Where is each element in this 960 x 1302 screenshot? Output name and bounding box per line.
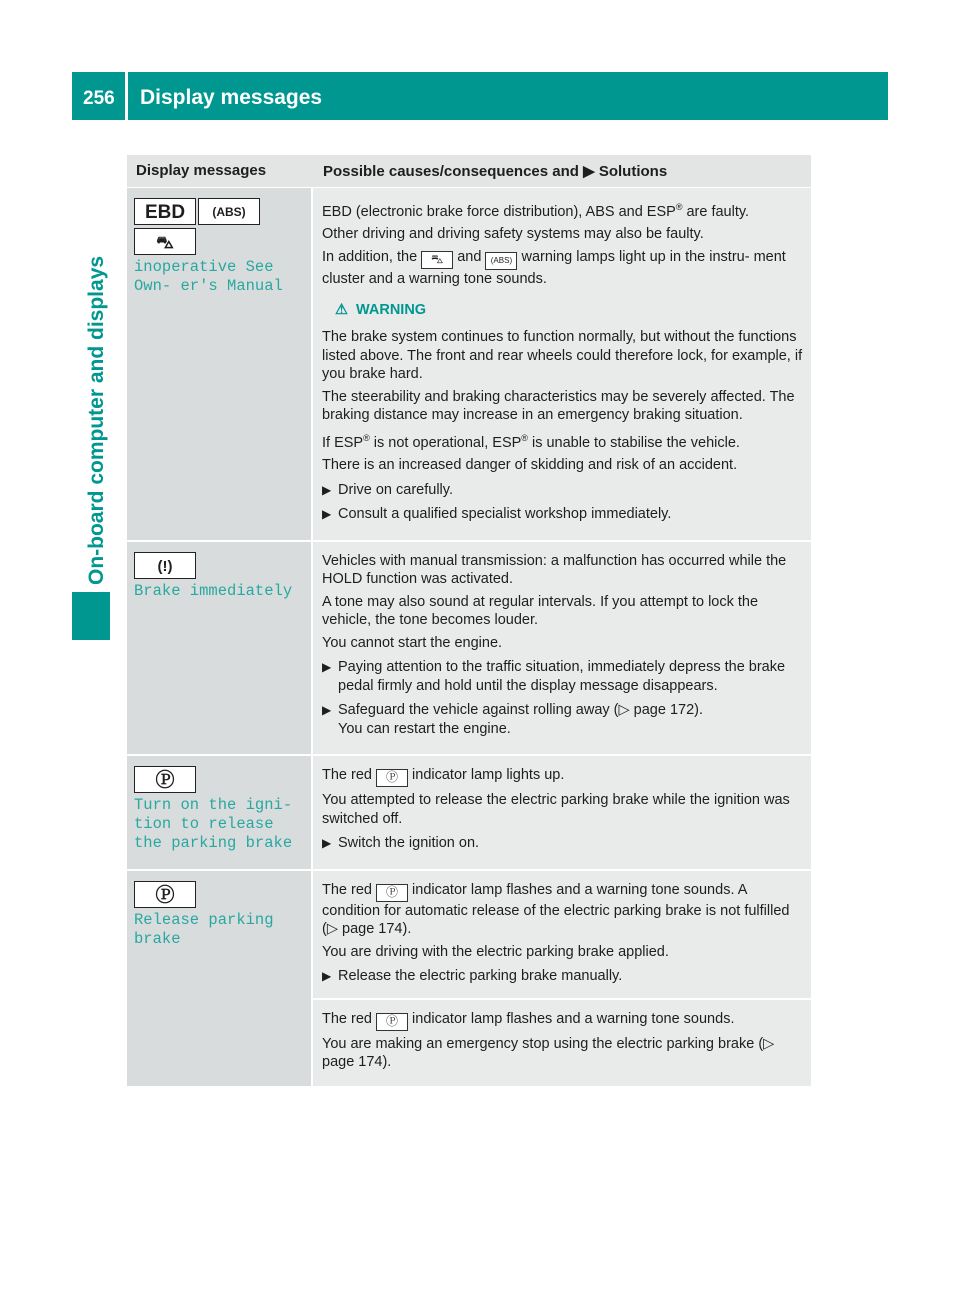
cause-paragraph: Other driving and driving safety systems may also be faulty.	[322, 226, 704, 243]
causes-cell	[313, 756, 811, 869]
page-reference-text: Safeguard the vehicle against rolling away (▷ page 172).	[338, 702, 704, 719]
display-message-cell	[127, 871, 311, 1086]
registered-mark: ®	[521, 432, 528, 443]
solution-step	[322, 505, 804, 524]
step-text: Paying attention to the traffic situation, immediately depress the brake pedal firmly and hold until the display message disappears.	[338, 659, 786, 694]
step-arrow-icon: ▶	[322, 969, 332, 984]
causes-cell	[313, 542, 811, 755]
solution-step	[322, 967, 804, 986]
display-message-text: inoperative See Own‐ er's Manual	[134, 258, 283, 295]
cause-text: are faulty.	[682, 203, 750, 220]
cause-text: is not operational, ESP	[369, 434, 522, 451]
table-row	[127, 871, 811, 1088]
cause-text: The red	[322, 881, 372, 898]
page-number: 256	[83, 88, 115, 109]
table-row	[127, 756, 811, 871]
abs-icon: (ABS)	[485, 252, 517, 270]
cause-text: If ESP	[322, 434, 364, 451]
header-divider	[125, 72, 128, 120]
page-reference-text: indicator lamp flashes and a warning tone sounds. A condition for automatic release of the electric parking brake is not fulfilled (▷ page 174).	[322, 881, 790, 938]
display-message-text: Release parking brake	[134, 910, 283, 948]
registered-mark: ®	[363, 432, 370, 443]
cause-paragraph: A tone may also sound at regular intervals. If you attempt to lock the vehicle, the tone becomes louder.	[322, 593, 759, 629]
table-header	[127, 155, 811, 188]
step-arrow-icon: ▶	[322, 836, 332, 851]
display-message-cell	[127, 542, 311, 755]
cause-paragraph	[322, 881, 804, 939]
solution-step	[322, 658, 804, 695]
arrow-icon: ▶	[583, 163, 595, 180]
cause-paragraph	[322, 248, 804, 289]
cause-paragraph	[322, 1010, 804, 1031]
cause-text: and	[457, 248, 482, 265]
cause-text: is unable to stabilise the vehicle.	[527, 434, 740, 451]
ebd-icon: EBD	[134, 198, 196, 225]
car-skid-icon: ⛍	[134, 228, 196, 255]
warning-label: WARNING	[356, 302, 427, 319]
table-row	[127, 188, 811, 542]
warning-paragraph	[322, 429, 804, 452]
cause-paragraph: You attempted to release the electric parking brake while the ignition was switched off.	[322, 792, 790, 827]
section-side-title: On-board computer and displays	[85, 255, 108, 585]
solution-step	[322, 481, 804, 500]
parking-brake-icon: Ⓟ	[376, 1013, 408, 1031]
cause-paragraph: You cannot start the engine.	[322, 634, 503, 651]
step-text: Drive on carefully.	[338, 481, 453, 498]
step-arrow-icon: ▶	[322, 703, 332, 718]
warning-paragraph: The brake system continues to function normally, but without the functions listed above. The front and rear wheels could therefore lock, for example, if you brake hard.	[322, 329, 803, 383]
cause-paragraph: You are driving with the electric parking brake applied.	[322, 943, 669, 960]
cause-paragraph: Vehicles with manual transmission: a malfunction has occurred while the HOLD function was activated.	[322, 552, 787, 588]
col-header-causes-text: Possible causes/consequences and	[323, 163, 579, 180]
cause-text: The red	[322, 1010, 372, 1027]
warning-heading	[335, 302, 804, 318]
warning-paragraph: The steerability and braking characteristics may be severely affected. The braking distance may increase in an emergency braking situation.	[322, 388, 795, 424]
display-message-cell	[127, 188, 311, 540]
parking-brake-icon: Ⓟ	[376, 884, 408, 902]
col-header-solutions-text: Solutions	[598, 163, 668, 180]
causes-cell	[313, 871, 811, 1086]
registered-mark: ®	[675, 202, 683, 212]
cause-paragraph: You are making an emergency stop using the electric parking brake (▷ page 174).	[322, 1035, 775, 1071]
car-skid-icon: ⛍	[421, 251, 453, 269]
causes-cell	[313, 188, 811, 540]
solution-step	[322, 834, 804, 853]
cause-paragraph	[322, 198, 804, 221]
parking-brake-icon: Ⓟ	[134, 881, 196, 908]
brake-warning-icon: (!)	[134, 552, 196, 579]
cause-text: In addition, the	[322, 248, 418, 265]
solution-step	[322, 701, 804, 738]
step-text: You can restart the engine.	[338, 720, 511, 737]
parking-brake-icon: Ⓟ	[134, 766, 196, 793]
display-messages-table	[127, 155, 811, 1088]
step-text: Switch the ignition on.	[338, 835, 480, 852]
cause-text: The red	[322, 767, 372, 784]
cause-text: warning lamps light up in the instru‐ ment cluster and a warning tone sounds.	[322, 248, 786, 287]
col-header-display-messages: Display messages	[136, 162, 267, 179]
table-row	[127, 542, 811, 757]
step-arrow-icon: ▶	[322, 660, 332, 675]
parking-brake-icon: Ⓟ	[376, 769, 408, 787]
cause-text: EBD (electronic brake force distribution), ABS and ESP	[322, 203, 676, 220]
warning-triangle-icon: ⚠	[335, 302, 348, 319]
display-message-cell	[127, 756, 311, 869]
step-arrow-icon: ▶	[322, 507, 332, 522]
section-side-block	[72, 592, 110, 640]
cause-text: indicator lamp flashes and a warning tone sounds.	[412, 1010, 735, 1027]
step-text: Release the electric parking brake manually.	[338, 968, 623, 985]
cause-text: indicator lamp lights up.	[412, 767, 565, 784]
display-message-text: Brake immediately	[134, 581, 293, 600]
col-header-causes	[313, 155, 811, 187]
cause-paragraph	[322, 766, 804, 787]
step-text: Consult a qualified specialist workshop immediately.	[338, 506, 672, 523]
warning-paragraph: There is an increased danger of skidding and risk of an accident.	[322, 457, 738, 474]
page-title: Display messages	[140, 86, 323, 109]
display-message-text: Turn on the igni‐ tion to release the parking brake	[134, 796, 302, 853]
abs-icon: (ABS)	[198, 198, 260, 225]
sub-row	[313, 998, 811, 1072]
step-arrow-icon: ▶	[322, 482, 332, 497]
